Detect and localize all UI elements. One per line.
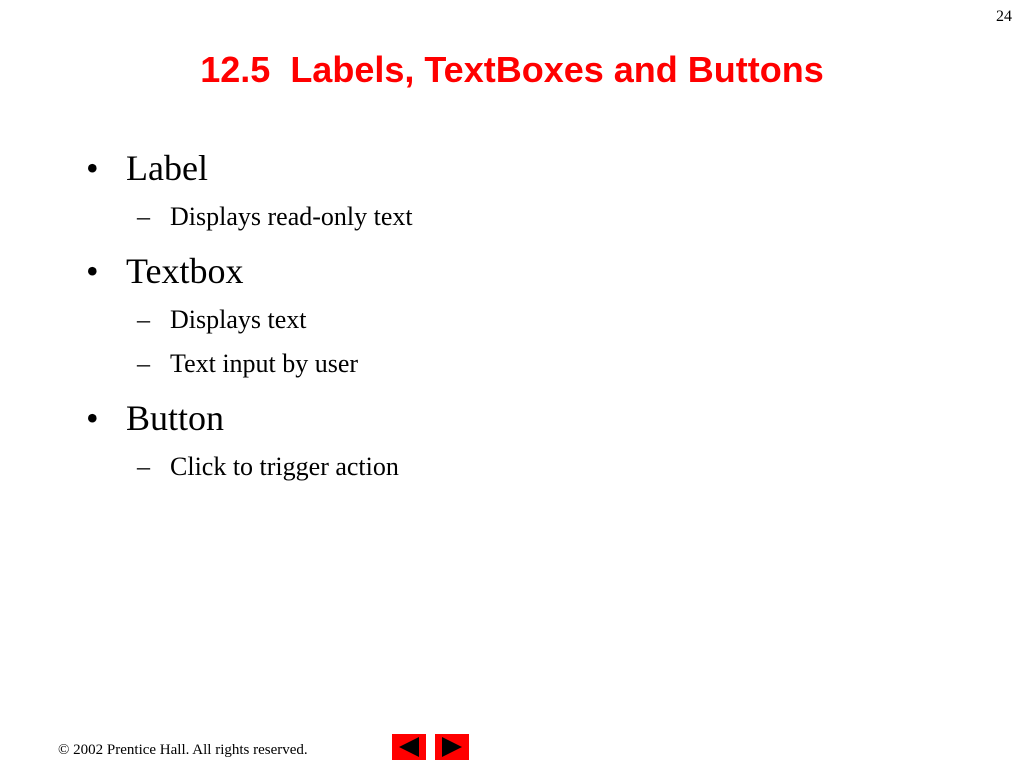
title-text: Labels, TextBoxes and Buttons — [290, 49, 824, 90]
section-number: 12.5 — [200, 49, 271, 90]
bullet-item-textbox — [86, 251, 243, 291]
bullet-text: Label — [126, 148, 208, 188]
previous-slide-button[interactable] — [392, 734, 426, 760]
dash-icon: – — [137, 305, 150, 334]
bullet-icon: • — [86, 251, 99, 291]
next-slide-button[interactable] — [435, 734, 469, 760]
bullet-text: Textbox — [126, 251, 244, 291]
slide-number: 24 — [996, 8, 1012, 25]
bullet-text: Button — [126, 398, 225, 438]
dash-icon: – — [137, 202, 150, 231]
sub-bullet-item — [137, 305, 307, 335]
copyright-text: 2002 Prentice Hall. All rights reserved. — [73, 742, 308, 758]
dash-icon: – — [137, 349, 150, 378]
bullet-icon: • — [86, 148, 99, 188]
bullet-item-label — [86, 148, 208, 188]
sub-bullet-text: Text input by user — [170, 349, 359, 378]
sub-bullet-item — [137, 202, 413, 232]
bullet-item-button — [86, 398, 224, 438]
sub-bullet-item — [137, 452, 399, 482]
right-arrow-icon — [435, 734, 469, 760]
sub-bullet-text: Displays read-only text — [170, 202, 413, 231]
left-arrow-icon — [392, 734, 426, 760]
sub-bullet-text: Displays text — [170, 305, 307, 334]
dash-icon: – — [137, 452, 150, 481]
copyright-footer — [58, 742, 308, 759]
page-title — [0, 48, 1024, 92]
sub-bullet-text: Click to trigger action — [170, 452, 399, 481]
copyright-icon: © — [58, 742, 70, 758]
bullet-icon: • — [86, 398, 99, 438]
sub-bullet-item — [137, 349, 358, 379]
